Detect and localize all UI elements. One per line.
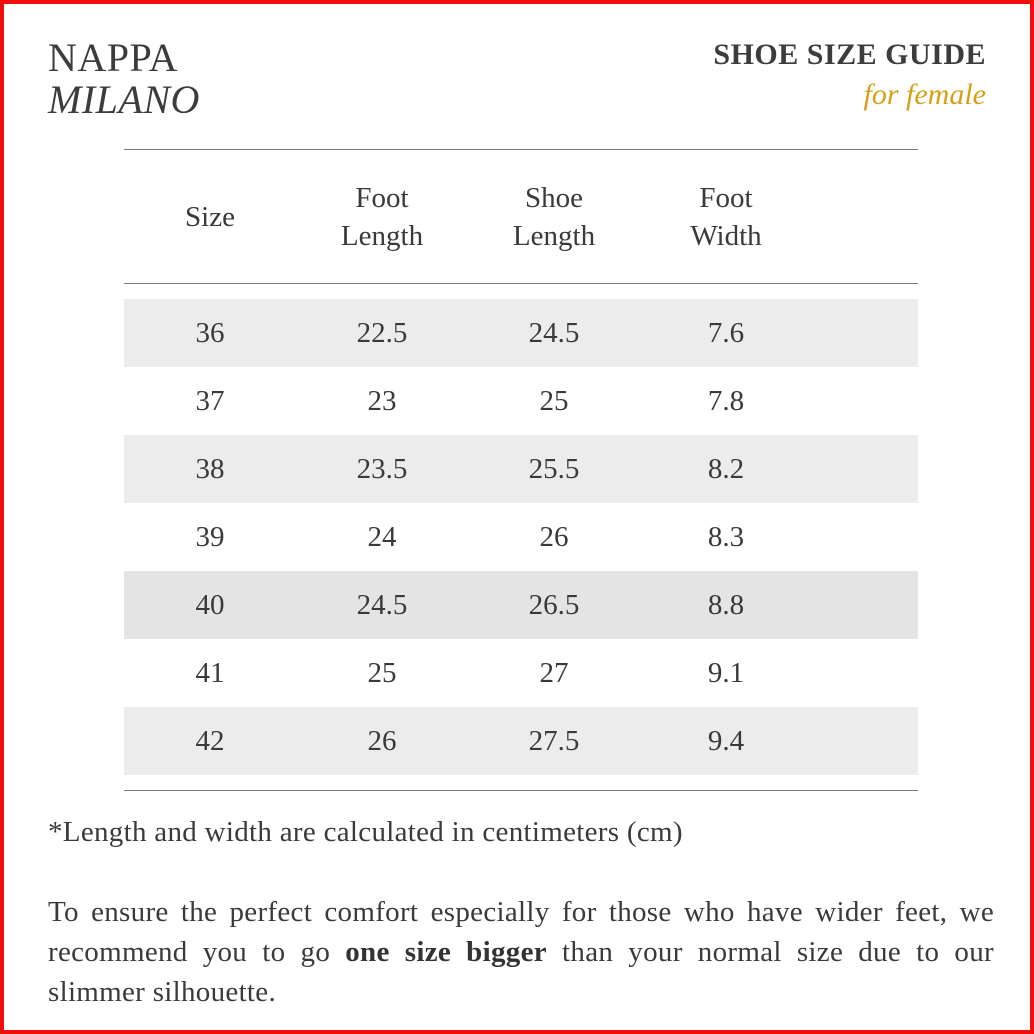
foot-width-cell: 8.8 — [707, 588, 745, 621]
foot-width-cell: 8.2 — [707, 452, 745, 485]
page-title: SHOE SIZE GUIDE — [713, 38, 986, 71]
column-header-foot-width — [640, 179, 812, 255]
brand-logo — [48, 35, 200, 122]
foot-length-cell: 24 — [367, 520, 397, 553]
size-cell: 40 — [195, 588, 225, 621]
size-cell: 36 — [195, 316, 225, 349]
brand-name-line1: NAPPA — [48, 35, 178, 80]
recommendation-text-before: To ensure the perfect comfort especially for those who have wider feet, we recommend you to go — [48, 896, 994, 968]
table-header-rule — [124, 283, 918, 284]
foot-width-cell: 9.4 — [707, 724, 745, 757]
column-header-shoe-length — [468, 179, 640, 255]
table-bottom-rule — [124, 790, 918, 791]
shoe-length-cell: 25 — [539, 384, 569, 417]
shoe-length-cell: 26 — [539, 520, 569, 553]
table-row — [124, 299, 918, 367]
shoe-length-cell: 27 — [539, 656, 569, 689]
page-subtitle: for female — [863, 78, 986, 111]
column-header-size-line1: Size — [185, 200, 235, 233]
column-header-shoe-length-line2: Length — [512, 219, 596, 252]
foot-length-cell: 24.5 — [356, 588, 408, 621]
foot-length-cell: 26 — [367, 724, 397, 757]
table-row — [124, 707, 918, 775]
table-header — [124, 150, 918, 283]
table-row — [124, 639, 918, 707]
table-body — [124, 299, 918, 775]
table-row — [124, 435, 918, 503]
recommendation-paragraph — [48, 892, 994, 1012]
table-row — [124, 367, 918, 435]
column-header-shoe-length-line1: Shoe — [525, 181, 583, 214]
table-row — [124, 503, 918, 571]
shoe-length-cell: 26.5 — [528, 588, 580, 621]
foot-width-cell: 7.6 — [707, 316, 745, 349]
size-cell: 37 — [195, 384, 225, 417]
column-header-foot-length-line2: Length — [340, 219, 424, 252]
size-cell: 42 — [195, 724, 225, 757]
foot-width-cell: 9.1 — [707, 656, 745, 689]
column-header-size — [124, 198, 296, 236]
foot-width-cell: 8.3 — [707, 520, 745, 553]
column-header-foot-length — [296, 179, 468, 255]
title-block — [713, 39, 986, 111]
shoe-length-cell: 25.5 — [528, 452, 580, 485]
column-header-foot-width-line1: Foot — [699, 181, 753, 214]
size-table — [124, 149, 918, 791]
foot-length-cell: 22.5 — [356, 316, 408, 349]
recommendation-text-after: than your normal size due to our slimmer silhouette. — [48, 936, 994, 1008]
foot-length-cell: 23.5 — [356, 452, 408, 485]
column-header-foot-length-line1: Foot — [355, 181, 409, 214]
units-note: *Length and width are calculated in centimeters (cm) — [48, 816, 683, 848]
shoe-length-cell: 27.5 — [528, 724, 580, 757]
size-cell: 39 — [195, 520, 225, 553]
foot-width-cell: 7.8 — [707, 384, 745, 417]
brand-name-line2: MILANO — [48, 77, 200, 122]
table-row — [124, 571, 918, 639]
size-cell: 41 — [195, 656, 225, 689]
column-header-foot-width-line2: Width — [690, 219, 762, 252]
size-cell: 38 — [195, 452, 225, 485]
shoe-length-cell: 24.5 — [528, 316, 580, 349]
recommendation-emphasis: one size bigger — [345, 936, 547, 968]
foot-length-cell: 25 — [367, 656, 397, 689]
foot-length-cell: 23 — [367, 384, 397, 417]
